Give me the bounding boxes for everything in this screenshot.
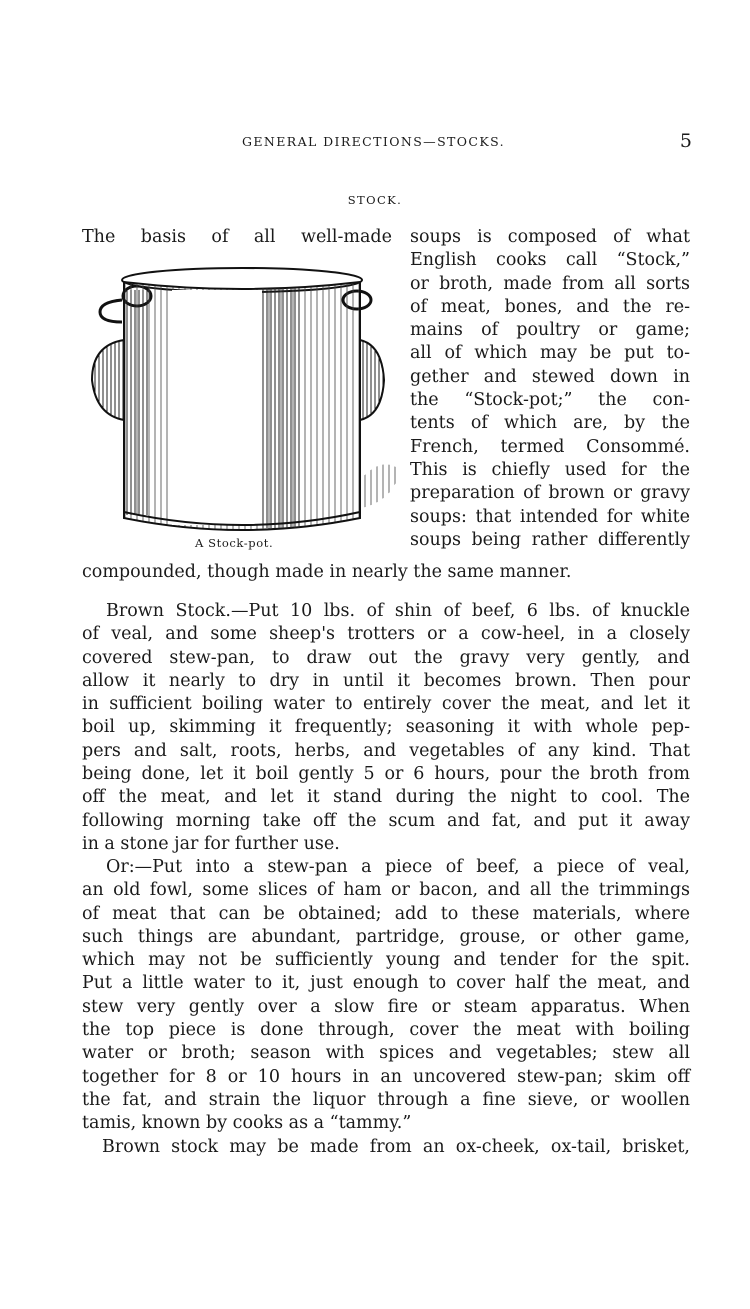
wrap-line: mains of poultry or game; bbox=[410, 320, 690, 341]
intro-wrap-column bbox=[410, 226, 690, 552]
section-title: STOCK. bbox=[347, 193, 403, 207]
wrap-line: gether and stewed down in bbox=[410, 366, 690, 387]
wrap-line: soups being rather differently bbox=[410, 529, 690, 550]
page-number: 5 bbox=[679, 130, 692, 152]
page-header bbox=[82, 130, 692, 156]
figure-caption: A Stock-pot. bbox=[195, 536, 274, 550]
wrap-line: tents of which are, by the bbox=[410, 413, 690, 434]
wrap-line: French, termed Consommé. bbox=[410, 436, 690, 457]
wrap-line: English cooks call “Stock,” bbox=[410, 250, 690, 271]
final-line: Brown stock may be made from an ox-cheek, ox-tail, brisket, bbox=[102, 1137, 690, 1157]
wrap-line: This is chiefly used for the bbox=[410, 459, 690, 480]
or-paragraph: Or:—Put into a stew-pan a piece of beef, a piece of veal, an old fowl, some slices of ham or bacon, and all the trimmings of meat that can be obtained; add to these materials, where such things are abundant, partridge, grouse, or other game, which may not be sufficiently young and tender for the spit. Put a little water to it, just enough to cover half the meat, and stew very gently over a slow fire or steam apparatus. When the top piece is done through, cover the meat with boiling water or broth; season with spices and vegetables; stew all together for 8 or 10 hours in an uncovered stew-pan; skim off the fat, and strain the liquor through a fine sieve, or woollen tamis, known by cooks as a “tammy.” bbox=[82, 857, 690, 1134]
wrap-line: soups is composed of what bbox=[410, 227, 690, 247]
intro-closing: compounded, though made in nearly the same manner. bbox=[82, 562, 572, 582]
wrap-line: or broth, made from all sorts bbox=[410, 273, 690, 294]
wrap-line: soups: that intended for white bbox=[410, 506, 690, 527]
wrap-line: all of which may be put to- bbox=[410, 343, 690, 364]
wrap-line: preparation of brown or gravy bbox=[410, 483, 690, 504]
wrap-line: of meat, bones, and the re- bbox=[410, 296, 690, 317]
running-head: GENERAL DIRECTIONS—STOCKS. bbox=[242, 134, 506, 149]
intro-first-line: The basis of all well-made bbox=[82, 227, 392, 247]
wrap-line: the “Stock-pot;” the con- bbox=[410, 390, 690, 411]
brown-stock-paragraph: Brown Stock.—Put 10 lbs. of shin of beef, 6 lbs. of knuckle of veal, and some sheep's trotters or a cow-heel, in a closely covered stew-pan, to draw out the gravy very gently, and allow it nearly to dry in until it becomes brown. Then pour in sufficient boiling water to entirely cover the meat, and let it boil up, skimming it frequently; seasoning it with whole pep- pers and salt, roots, herbs, and vegetables of any kind. That being done, let it boil gently 5 or 6 hours, pour the broth from off the meat, and let it stand during the night to cool. The following morning take off the scum and fat, and put it away in a stone jar for further use. bbox=[82, 601, 690, 854]
stock-pot-illustration-icon bbox=[82, 250, 402, 550]
